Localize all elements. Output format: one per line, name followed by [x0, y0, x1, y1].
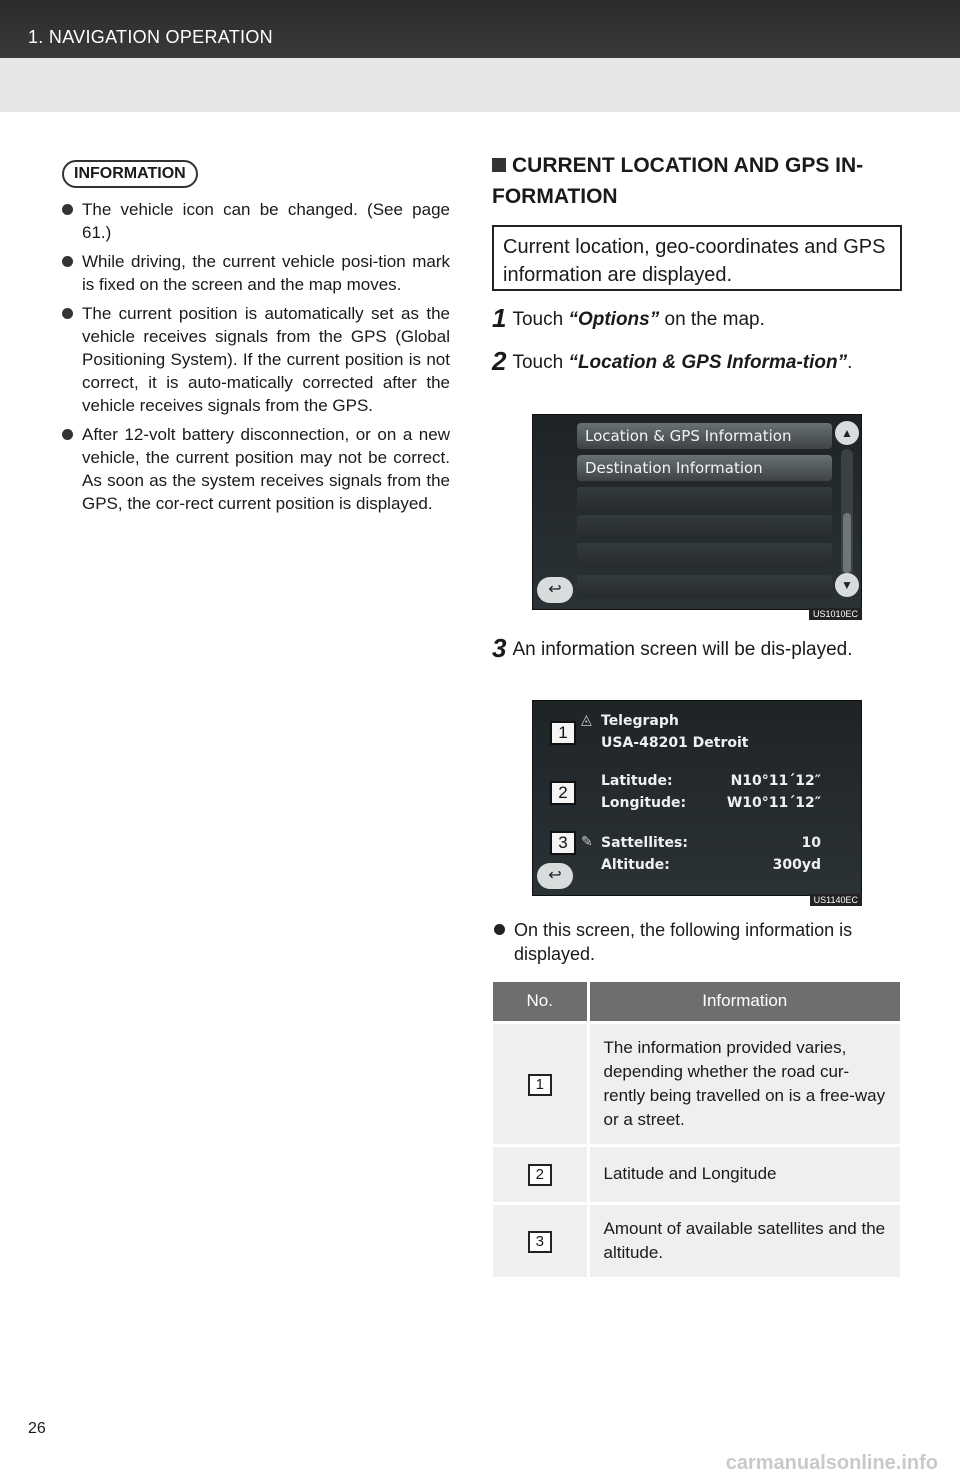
information-text: The current position is automatically set as the vehicle receives signals from the GPS (Global Positioning System). If the current position is not correct, it is auto-matically corrected after the vehicle receives signals from the GPS. — [82, 304, 450, 415]
step-number: 1 — [492, 303, 507, 333]
bullet-icon — [62, 256, 73, 267]
marker-2: 2 — [550, 781, 576, 805]
menu-item-empty — [577, 515, 832, 539]
satellites-value: 10 — [801, 835, 821, 851]
header-strip — [0, 58, 960, 112]
information-item — [62, 250, 450, 296]
menu-item-empty — [577, 575, 832, 599]
screen-panel — [532, 700, 862, 896]
table-cell-text: Latitude and Longitude — [588, 1145, 900, 1203]
location-gps-information-button[interactable]: Location & GPS Information — [577, 423, 832, 449]
step-keyword: “Options” — [568, 309, 660, 330]
satellites-label: Sattellites: — [601, 835, 688, 851]
section-heading — [492, 150, 902, 212]
column-header-information: Information — [588, 982, 900, 1022]
figure-id: US1010EC — [809, 608, 862, 620]
table-row — [493, 1022, 900, 1145]
step-text: on the map. — [659, 309, 765, 330]
information-text: While driving, the current vehicle posi-tion mark is fixed on the screen and the map moves. — [82, 252, 450, 294]
information-item — [62, 302, 450, 417]
destination-information-button[interactable]: Destination Information — [577, 455, 832, 481]
altitude-label: Altitude: — [601, 857, 670, 873]
number-box: 1 — [528, 1074, 552, 1096]
information-box — [62, 160, 450, 521]
back-icon[interactable]: ↩ — [537, 863, 573, 889]
latitude-value: N10°11´12″ — [730, 773, 821, 789]
number-box: 3 — [528, 1231, 552, 1253]
information-item — [62, 198, 450, 244]
satellite-icon: ✎ — [581, 833, 593, 849]
table-cell-text: The information provided varies, depending whether the road cur-rently being travelled on is a free-way or a street. — [588, 1022, 900, 1145]
latitude-label: Latitude: — [601, 773, 673, 789]
table-cell-num — [493, 1203, 588, 1277]
longitude-label: Longitude: — [601, 795, 687, 811]
square-bullet-icon — [492, 158, 506, 172]
step-number: 3 — [492, 633, 507, 663]
note-text — [492, 918, 902, 966]
watermark: carmanualsonline.info — [725, 1452, 938, 1474]
step-number: 2 — [492, 346, 507, 376]
altitude-value: 300yd — [772, 857, 821, 873]
screen-panel — [532, 414, 862, 610]
information-label: INFORMATION — [62, 160, 198, 188]
scrollbar-thumb[interactable] — [843, 513, 851, 573]
marker-3: 3 — [550, 831, 576, 855]
figure-id: US1140EC — [810, 894, 862, 906]
section-description: Current location, geo-coordinates and GPS information are displayed. — [492, 225, 902, 291]
step-text: An information screen will be dis-played. — [512, 639, 853, 660]
menu-item-empty — [577, 487, 832, 511]
header-bar — [0, 0, 960, 58]
information-table — [493, 982, 900, 1277]
step-3 — [492, 633, 902, 665]
information-list — [62, 198, 450, 515]
bullet-icon — [62, 429, 73, 440]
information-text: After 12-volt battery disconnection, or on a new vehicle, the current position may not be correct. As soon as the system receives signals from the GPS, the cor-rect current position is displayed. — [82, 425, 450, 513]
bullet-icon — [62, 204, 73, 215]
step-text: . — [847, 352, 853, 373]
scroll-up-icon[interactable]: ▲ — [835, 421, 859, 445]
table-header-row — [493, 982, 900, 1022]
table-cell-text: Amount of available satellites and the altitude. — [588, 1203, 900, 1277]
step-text: Touch — [512, 309, 569, 330]
longitude-value: W10°11´12″ — [726, 795, 821, 811]
note-content: On this screen, the following information is displayed. — [514, 920, 853, 964]
city-name: USA-48201 Detroit — [601, 735, 749, 751]
gps-information-screenshot — [532, 700, 862, 906]
bullet-icon — [62, 308, 73, 319]
step-text: Touch — [512, 352, 569, 373]
page-number: 26 — [28, 1420, 46, 1437]
step-keyword: “Location & GPS Informa-tion” — [568, 352, 848, 373]
bullet-icon — [494, 924, 505, 935]
back-icon[interactable]: ↩ — [537, 577, 573, 603]
marker-1: 1 — [550, 721, 576, 745]
road-name: Telegraph — [601, 713, 679, 729]
column-header-no: No. — [493, 982, 588, 1022]
road-icon: ◬ — [581, 711, 592, 727]
scroll-down-icon[interactable]: ▼ — [835, 573, 859, 597]
table-cell-num — [493, 1022, 588, 1145]
table-row — [493, 1203, 900, 1277]
number-box: 2 — [528, 1164, 552, 1186]
menu-item-empty — [577, 543, 832, 567]
section-heading-text: CURRENT LOCATION AND GPS IN-FORMATION — [492, 154, 864, 208]
table-row — [493, 1145, 900, 1203]
step-2 — [492, 346, 902, 378]
options-menu-screenshot — [532, 414, 862, 620]
page-section-title: 1. NAVIGATION OPERATION — [28, 27, 273, 47]
table-cell-num — [493, 1145, 588, 1203]
step-1 — [492, 303, 765, 335]
information-item — [62, 423, 450, 515]
information-text: The vehicle icon can be changed. (See page 61.) — [82, 200, 450, 242]
